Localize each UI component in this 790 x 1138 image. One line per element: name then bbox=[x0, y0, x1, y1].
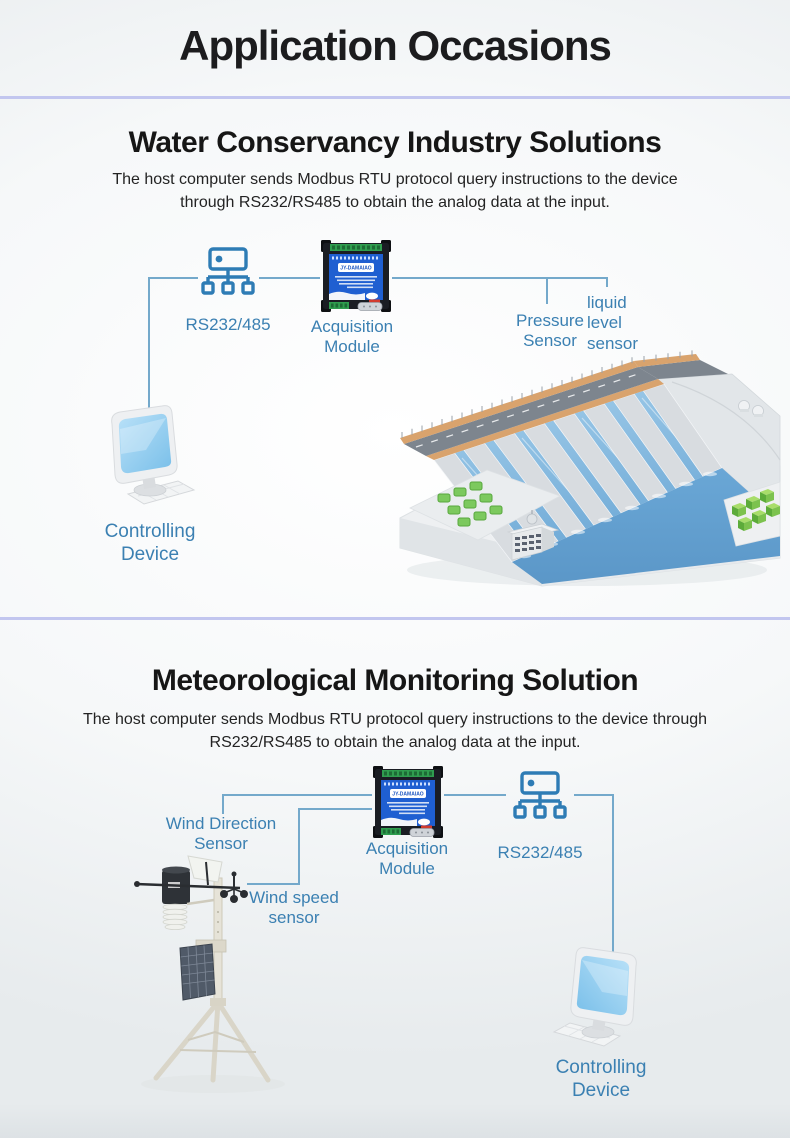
water-section-title: Water Conservancy Industry Solutions bbox=[128, 126, 662, 159]
dam-illustration bbox=[392, 348, 788, 588]
page-title: Application Occasions bbox=[179, 22, 611, 69]
module-brand-text: JY-DAMAIAO bbox=[392, 791, 424, 798]
acquisition-module-image bbox=[320, 240, 392, 312]
rs232-label-2: RS232/485 bbox=[497, 843, 583, 862]
section-divider-middle bbox=[0, 617, 790, 620]
connector-line-to-controlling-device bbox=[148, 277, 150, 413]
connector-line-wind-direction bbox=[222, 794, 372, 796]
acquisition-module-label: Acquisition Module bbox=[310, 317, 394, 357]
controlling-device-icon bbox=[98, 404, 198, 509]
connector-tick-liquid-level-sensor bbox=[606, 277, 608, 287]
connector-line bbox=[148, 277, 198, 279]
acquisition-module-image-2 bbox=[372, 766, 444, 838]
section-divider-top bbox=[0, 96, 790, 99]
controlling-device-label-2: Controlling Device bbox=[555, 1057, 647, 1101]
connector-line-wind-speed bbox=[298, 808, 372, 810]
network-hub-icon bbox=[196, 246, 260, 306]
pressure-sensor-label: Pressure Sensor bbox=[515, 311, 585, 351]
module-brand-text: JY-DAMAIAO bbox=[340, 265, 372, 272]
network-hub-icon-2 bbox=[508, 770, 572, 830]
rs232-label: RS232/485 bbox=[185, 315, 271, 334]
wind-speed-sensor-label: Wind speed sensor bbox=[249, 888, 339, 928]
controlling-device-label: Controlling Device bbox=[104, 521, 196, 565]
controlling-device-icon-2 bbox=[550, 946, 650, 1051]
connector-line-module-to-hub bbox=[444, 794, 506, 796]
meteo-section-title: Meteorological Monitoring Solution bbox=[151, 664, 639, 697]
wind-vane-fin bbox=[188, 856, 222, 882]
wind-direction-sensor-label: Wind Direction Sensor bbox=[165, 814, 277, 854]
water-section-subtitle: The host computer sends Modbus RTU protocol query instructions to the device through RS232/RS485 to obtain the analog data at the input. bbox=[112, 171, 678, 212]
connector-line-hub-to-device bbox=[574, 794, 614, 796]
connector-tick-pressure-sensor bbox=[546, 277, 548, 304]
weather-station-illustration bbox=[118, 852, 368, 1102]
connector-line-to-controlling-device-2 bbox=[612, 794, 614, 952]
liquid-level-sensor-label: liquid level sensor bbox=[587, 293, 639, 353]
connector-tick-wind-direction bbox=[222, 794, 224, 814]
connector-line bbox=[259, 277, 320, 279]
radiation-shield bbox=[163, 904, 187, 929]
connector-line bbox=[392, 277, 608, 279]
meteo-section-subtitle: The host computer sends Modbus RTU protocol query instructions to the device through RS232/RS485 to obtain the analog data at the input. bbox=[82, 711, 708, 752]
acquisition-module-label-2: Acquisition Module bbox=[365, 839, 449, 879]
